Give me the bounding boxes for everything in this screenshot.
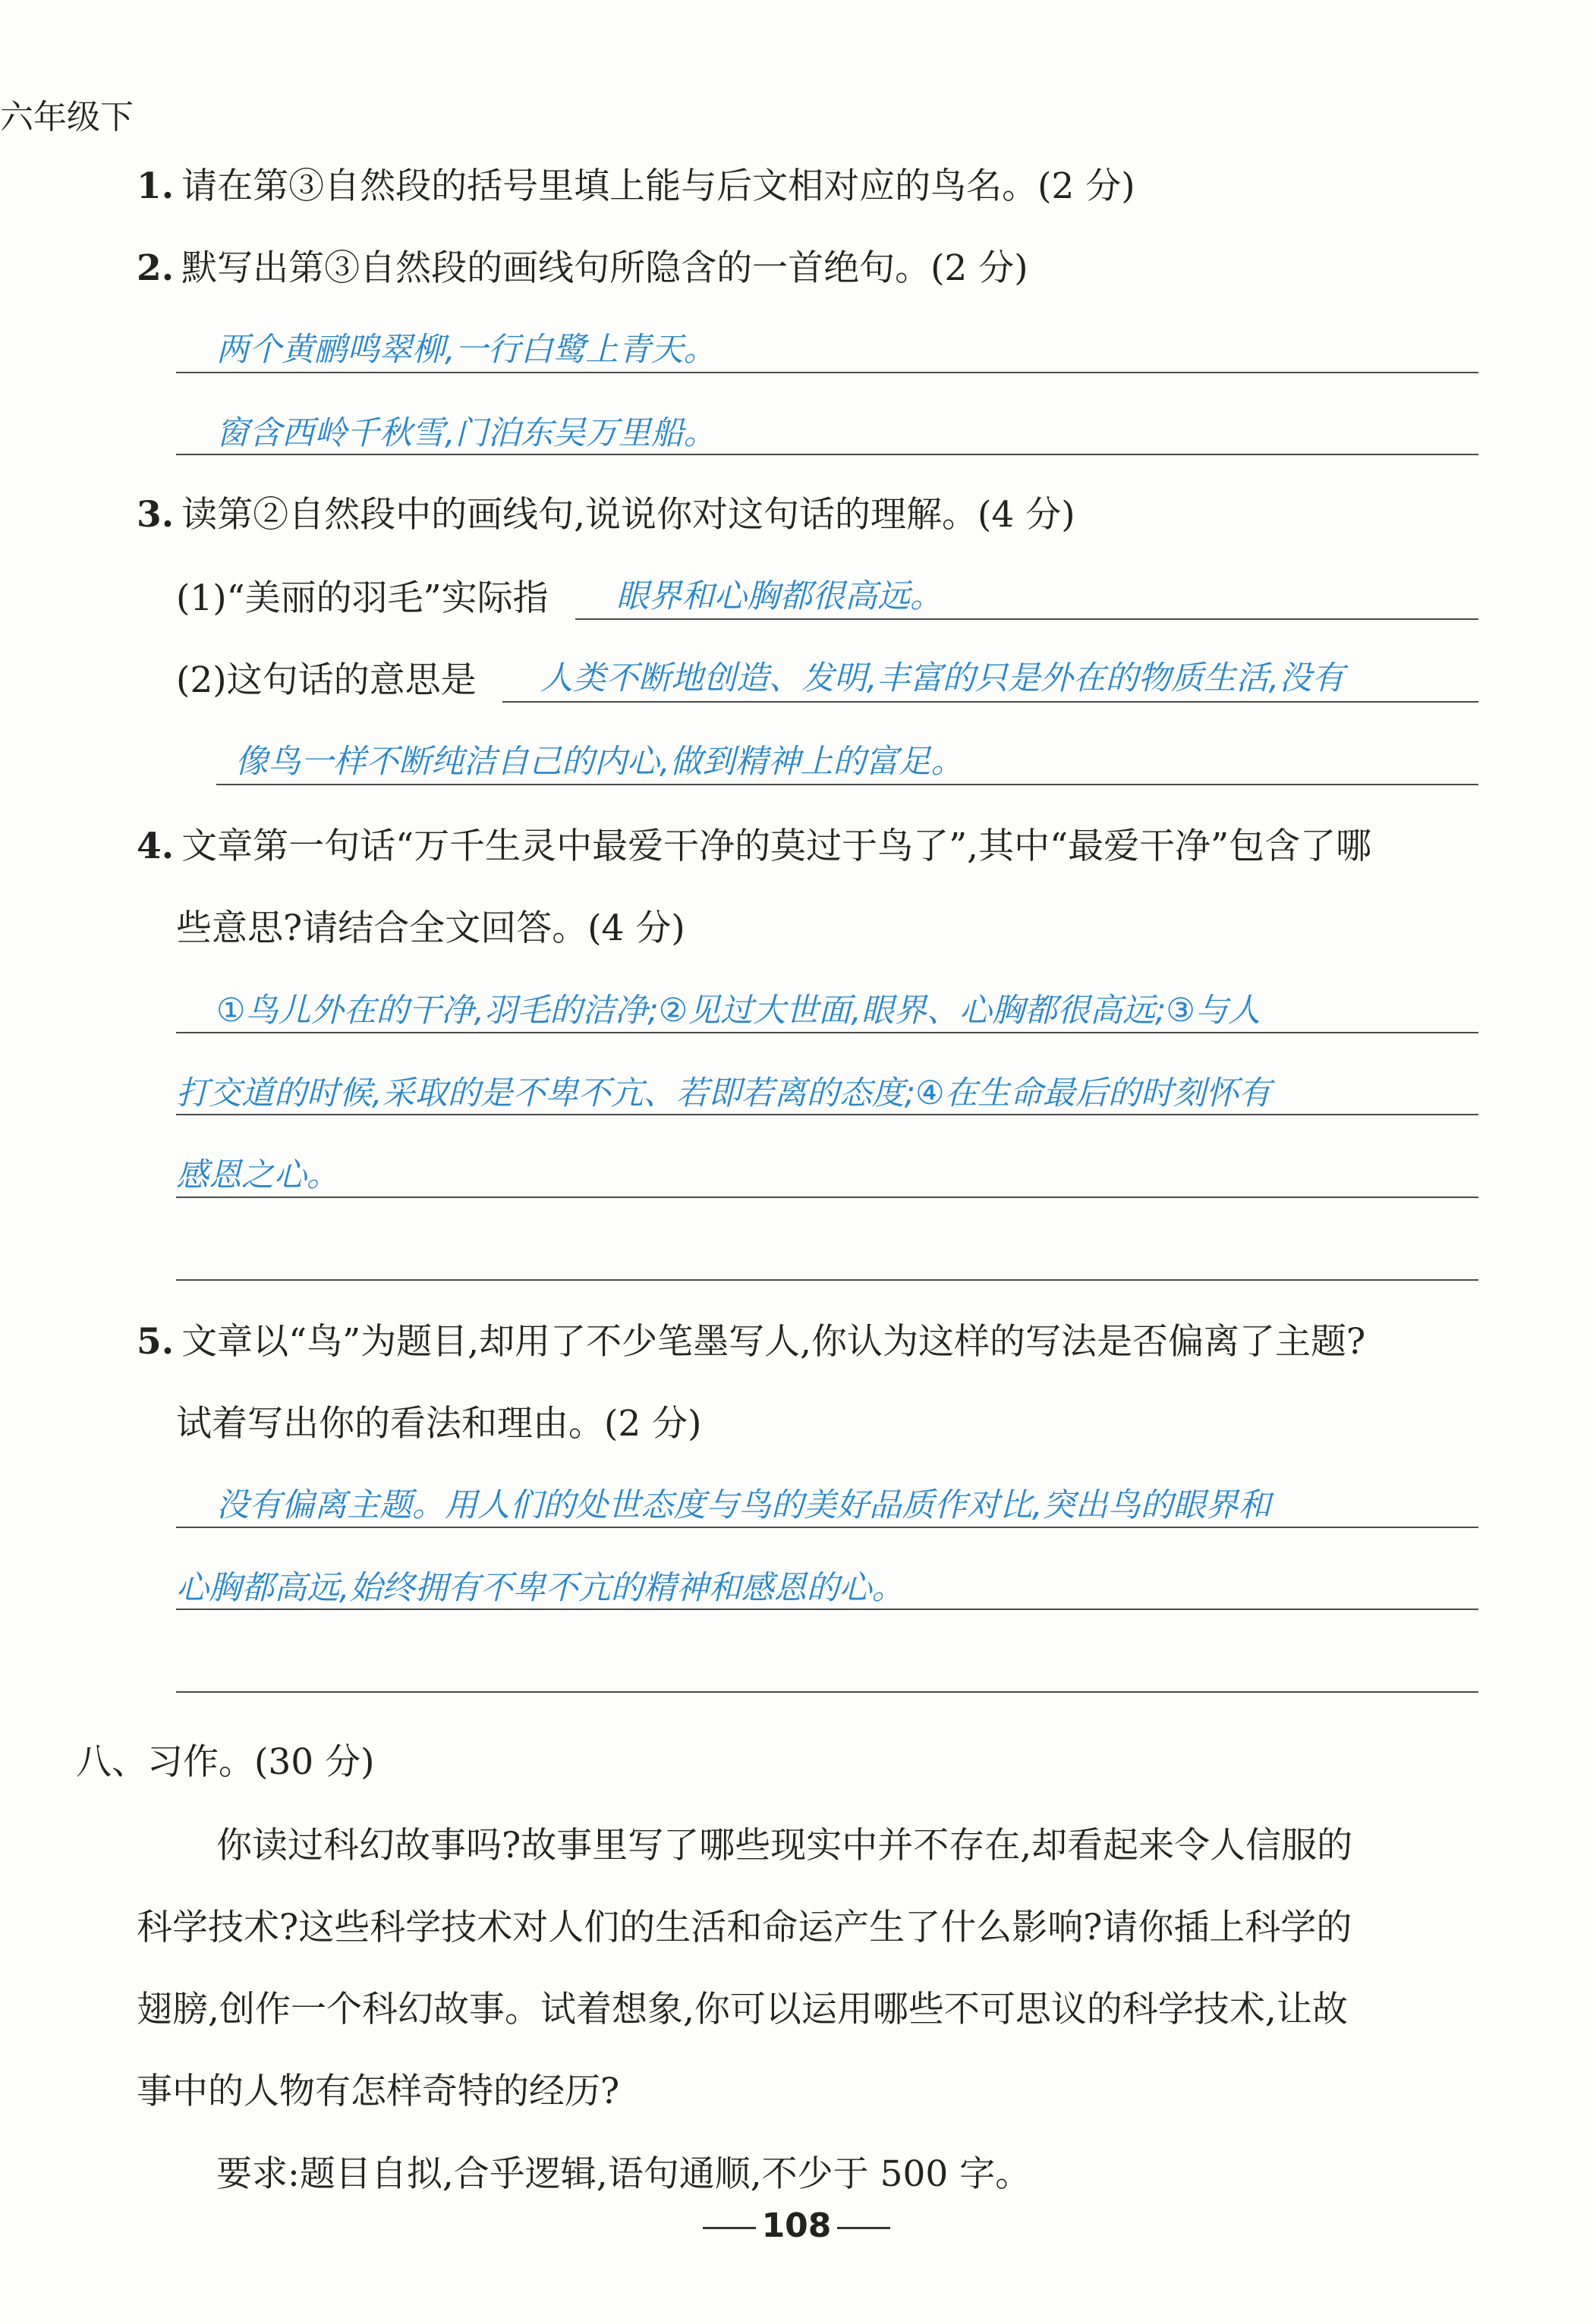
answer-line [575,618,1478,620]
question-number: 4. [137,826,175,867]
essay-prompt-line: 你读过科幻故事吗?故事里写了哪些现实中并不存在,却看起来令人信服的 [216,1825,1353,1866]
answer-text: 窗含西岭千秋雪,门泊东吴万里船。 [216,414,716,452]
answer-line [176,1032,1478,1033]
essay-prompt-line: 事中的人物有怎样奇特的经历? [137,2071,620,2112]
question-text: 请在第③自然段的括号里填上能与后文相对应的鸟名。(2 分) [181,165,1135,207]
answer-text: 人类不断地创造、发明,丰富的只是外在的物质生活,没有 [540,659,1345,697]
answer-line [176,1691,1478,1693]
answer-text: 没有偏离主题。用人们的处世态度与鸟的美好品质作对比,突出鸟的眼界和 [216,1486,1271,1524]
question-number: 1. [137,165,175,207]
answer-text: ①鸟儿外在的干净,羽毛的洁净;②见过大世面,眼界、心胸都很高远;③与人 [216,992,1261,1030]
question-text-continued: 些意思?请结合全文回答。(4 分) [176,907,685,949]
essay-prompt-line: 科学技术?这些科学技术对人们的生活和命运产生了什么影响?请你插上科学的 [137,1907,1352,1948]
question-2 [137,247,1028,289]
question-number: 5. [137,1321,175,1363]
dash-right [837,2227,890,2229]
sub-question-1-label: (1)“美丽的羽毛”实际指 [176,577,549,619]
answer-line [216,784,1478,785]
question-1 [137,165,1135,207]
question-4 [137,826,1372,867]
essay-requirement: 要求:题目自拟,合乎逻辑,语句通顺,不少于 500 字。 [216,2153,1031,2195]
section-title: 八、习作。(30 分) [76,1741,375,1783]
answer-line [176,1609,1478,1610]
question-text-continued: 试着写出你的看法和理由。(2 分) [176,1403,702,1445]
sub-question-2-label: (2)这句话的意思是 [176,659,477,701]
answer-line [176,1114,1478,1115]
page-number-text: 108 [761,2206,832,2245]
question-text: 文章以“鸟”为题目,却用了不少笔墨写人,你认为这样的写法是否偏离了主题? [181,1321,1366,1363]
grade-header: 六年级下 [0,98,134,137]
answer-text: 心胸都高远,始终拥有不卑不亢的精神和感恩的心。 [176,1569,905,1607]
question-number: 2. [137,247,175,289]
answer-line [176,1527,1478,1528]
answer-line [502,701,1478,703]
answer-line [176,1279,1478,1281]
answer-text: 两个黄鹂鸣翠柳,一行白鹭上青天。 [216,331,716,369]
answer-text: 打交道的时候,采取的是不卑不亢、若即若离的态度;④在生命最后的时刻怀有 [176,1074,1271,1112]
dash-left [703,2227,756,2229]
question-text: 读第②自然段中的画线句,说说你对这句话的理解。(4 分) [181,494,1075,536]
question-text: 默写出第③自然段的画线句所隐含的一首绝句。(2 分) [181,247,1028,289]
question-text: 文章第一句话“万千生灵中最爱干净的莫过于鸟了”,其中“最爱干净”包含了哪 [181,826,1372,867]
question-5 [137,1321,1366,1363]
question-number: 3. [137,494,175,536]
answer-line [176,454,1478,455]
answer-line [176,1197,1478,1198]
answer-text: 像鸟一样不断纯洁自己的内心,做到精神上的富足。 [235,743,964,781]
answer-text: 眼界和心胸都很高远。 [616,577,943,615]
page-number [0,2206,1593,2245]
answer-line [176,372,1478,373]
answer-text: 感恩之心。 [176,1156,339,1194]
question-3 [137,494,1075,536]
essay-prompt-line: 翅膀,创作一个科幻故事。试着想象,你可以运用哪些不可思议的科学技术,让故 [137,1989,1348,2030]
